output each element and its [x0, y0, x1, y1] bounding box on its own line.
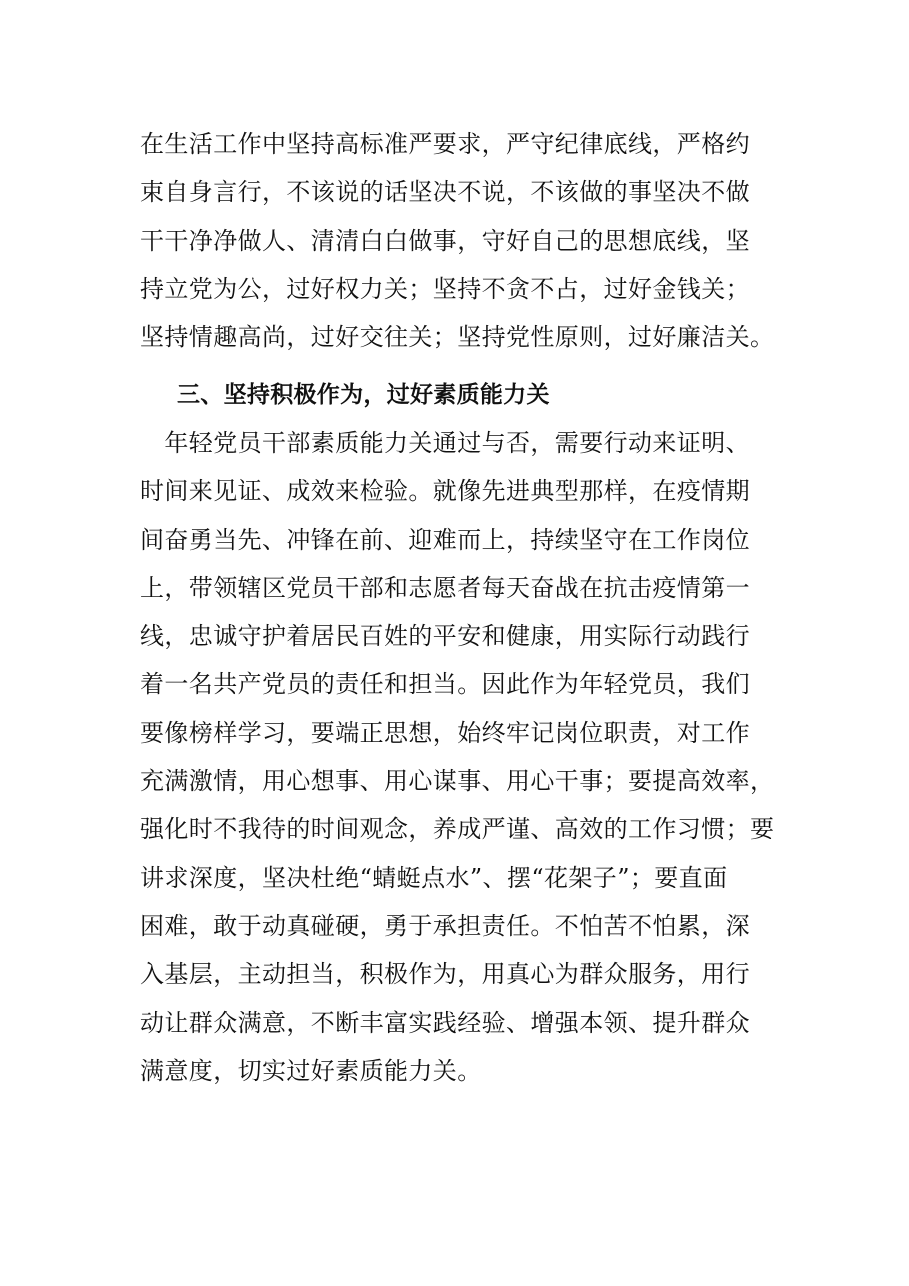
paragraph-line: 困难，敢于动真碰硬，勇于承担责任。不怕苦不怕累，深	[140, 911, 750, 940]
paragraph-line: 上，带领辖区党员干部和志愿者每天奋战在抗击疫情第一	[140, 573, 750, 602]
paragraph-line: 充满激情，用心想事、用心谋事、用心干事；要提高效率，	[140, 767, 775, 796]
paragraph-line: 线，忠诚守护着居民百姓的平安和健康，用实际行动践行	[140, 622, 750, 651]
paragraph-line: 年轻党员干部素质能力关通过与否，需要行动来证明、	[140, 429, 750, 457]
paragraph-line: 束自身言行，不该说的话坚决不说，不该做的事坚决不做	[140, 178, 750, 207]
paragraph-line: 讲求深度，坚决杜绝“蜻蜓点水”、摆“花架子”；要直面	[140, 863, 728, 892]
paragraph-line: 要像榜样学习，要端正思想，始终牢记岗位职责，对工作	[140, 718, 750, 747]
paragraph-1	[140, 120, 775, 361]
paragraph-line: 着一名共产党员的责任和担当。因此作为年轻党员，我们	[140, 670, 750, 699]
paragraph-line: 干干净净做人、清清白白做事，守好自己的思想底线，坚	[140, 226, 750, 255]
paragraph-line: 时间来见证、成效来检验。就像先进典型那样，在疫情期	[140, 477, 750, 506]
paragraph-line: 在生活工作中坚持高标准严要求，严守纪律底线，严格约	[140, 130, 750, 158]
paragraph-line: 入基层，主动担当，积极作为，用真心为群众服务，用行	[140, 960, 750, 989]
paragraph-line: 强化时不我待的时间观念，养成严谨、高效的工作习惯；要	[140, 815, 775, 844]
paragraph-line: 坚持情趣高尚，过好交往关；坚持党性原则，过好廉洁关。	[140, 323, 775, 352]
paragraph-2	[140, 419, 775, 1095]
paragraph-line: 间奋勇当先、冲锋在前、迎难而上，持续坚守在工作岗位	[140, 525, 750, 554]
paragraph-line: 持立党为公，过好权力关；坚持不贪不占，过好金钱关；	[140, 274, 750, 303]
section-heading: 三、坚持积极作为，过好素质能力关	[177, 382, 550, 408]
paragraph-line: 满意度，切实过好素质能力关。	[140, 1056, 482, 1085]
paragraph-line: 动让群众满意，不断丰富实践经验、增强本领、提升群众	[140, 1008, 750, 1037]
